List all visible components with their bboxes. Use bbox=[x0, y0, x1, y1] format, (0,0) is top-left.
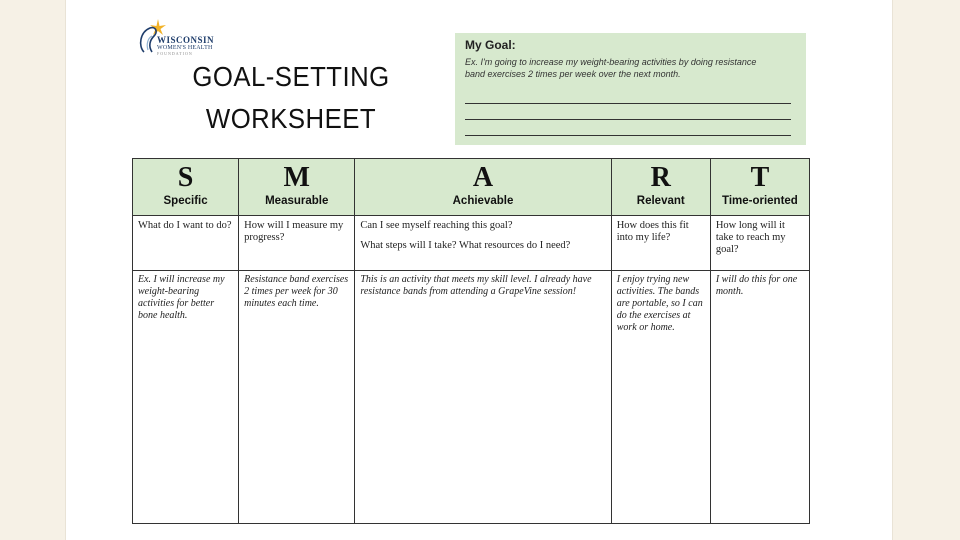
smart-word: Relevant bbox=[636, 195, 685, 207]
worksheet-title bbox=[171, 56, 410, 140]
title-line-2: WORKSHEET bbox=[205, 103, 377, 134]
question-text: How long will it take to reach my goal? bbox=[715, 220, 786, 255]
question-relevant bbox=[611, 216, 710, 271]
my-goal-example: Ex. I'm going to increase my weight-bearing activities by doing resistance band exercises 2 times per week over the next month. bbox=[465, 57, 757, 79]
question-specific bbox=[133, 216, 239, 271]
smart-header-row bbox=[133, 159, 810, 216]
goal-write-line[interactable] bbox=[465, 103, 791, 104]
logo-wordmark: WISCONSIN bbox=[157, 35, 215, 45]
header-time-oriented bbox=[710, 159, 809, 216]
question-text: How does this fit into my life? bbox=[616, 220, 689, 243]
question-text: What do I want to do? bbox=[138, 220, 232, 231]
answer-measurable[interactable]: Resistance band exercises 2 times per week for 30 minutes each time. bbox=[239, 271, 355, 524]
smart-letter: A bbox=[472, 162, 494, 193]
answer-specific[interactable]: Ex. I will increase my weight-bearing activities for better bone health. bbox=[133, 271, 239, 524]
title-line-1: GOAL-SETTING bbox=[192, 61, 390, 92]
smart-word: Time-oriented bbox=[722, 195, 798, 207]
my-goal-box bbox=[455, 33, 806, 145]
header-specific bbox=[133, 159, 239, 216]
header-relevant bbox=[611, 159, 710, 216]
question-time-oriented bbox=[710, 216, 809, 271]
logo-subtitle: WOMEN'S HEALTH bbox=[157, 45, 213, 51]
question-text: Can I see myself reaching this goal? bbox=[360, 220, 513, 231]
answer-achievable[interactable]: This is an activity that meets my skill level. I already have resistance bands from attending a GrapeVine session! bbox=[355, 271, 611, 524]
smart-word: Measurable bbox=[265, 195, 329, 207]
smart-answer-row bbox=[133, 271, 810, 524]
smart-word: Achievable bbox=[452, 195, 514, 207]
smart-question-row bbox=[133, 216, 810, 271]
question-achievable bbox=[355, 216, 611, 271]
logo-tagline: FOUNDATION bbox=[157, 51, 193, 56]
smart-table bbox=[132, 158, 810, 524]
question-measurable bbox=[239, 216, 355, 271]
smart-letter: R bbox=[650, 162, 671, 193]
header-achievable bbox=[355, 159, 611, 216]
smart-letter: T bbox=[750, 162, 770, 193]
question-text: How will I measure my progress? bbox=[244, 220, 344, 243]
goal-write-line[interactable] bbox=[465, 135, 791, 136]
answer-time-oriented[interactable]: I will do this for one month. bbox=[710, 271, 809, 524]
smart-word: Specific bbox=[163, 195, 208, 207]
question-text: What steps will I take? What resources do I need? bbox=[360, 240, 571, 251]
header-measurable bbox=[239, 159, 355, 216]
my-goal-heading: My Goal: bbox=[465, 38, 516, 52]
answer-relevant[interactable]: I enjoy trying new activities. The bands are portable, so I can do the exercises at work or home. bbox=[611, 271, 710, 524]
smart-letter: M bbox=[283, 162, 310, 193]
smart-letter: S bbox=[177, 162, 194, 193]
goal-write-line[interactable] bbox=[465, 119, 791, 120]
